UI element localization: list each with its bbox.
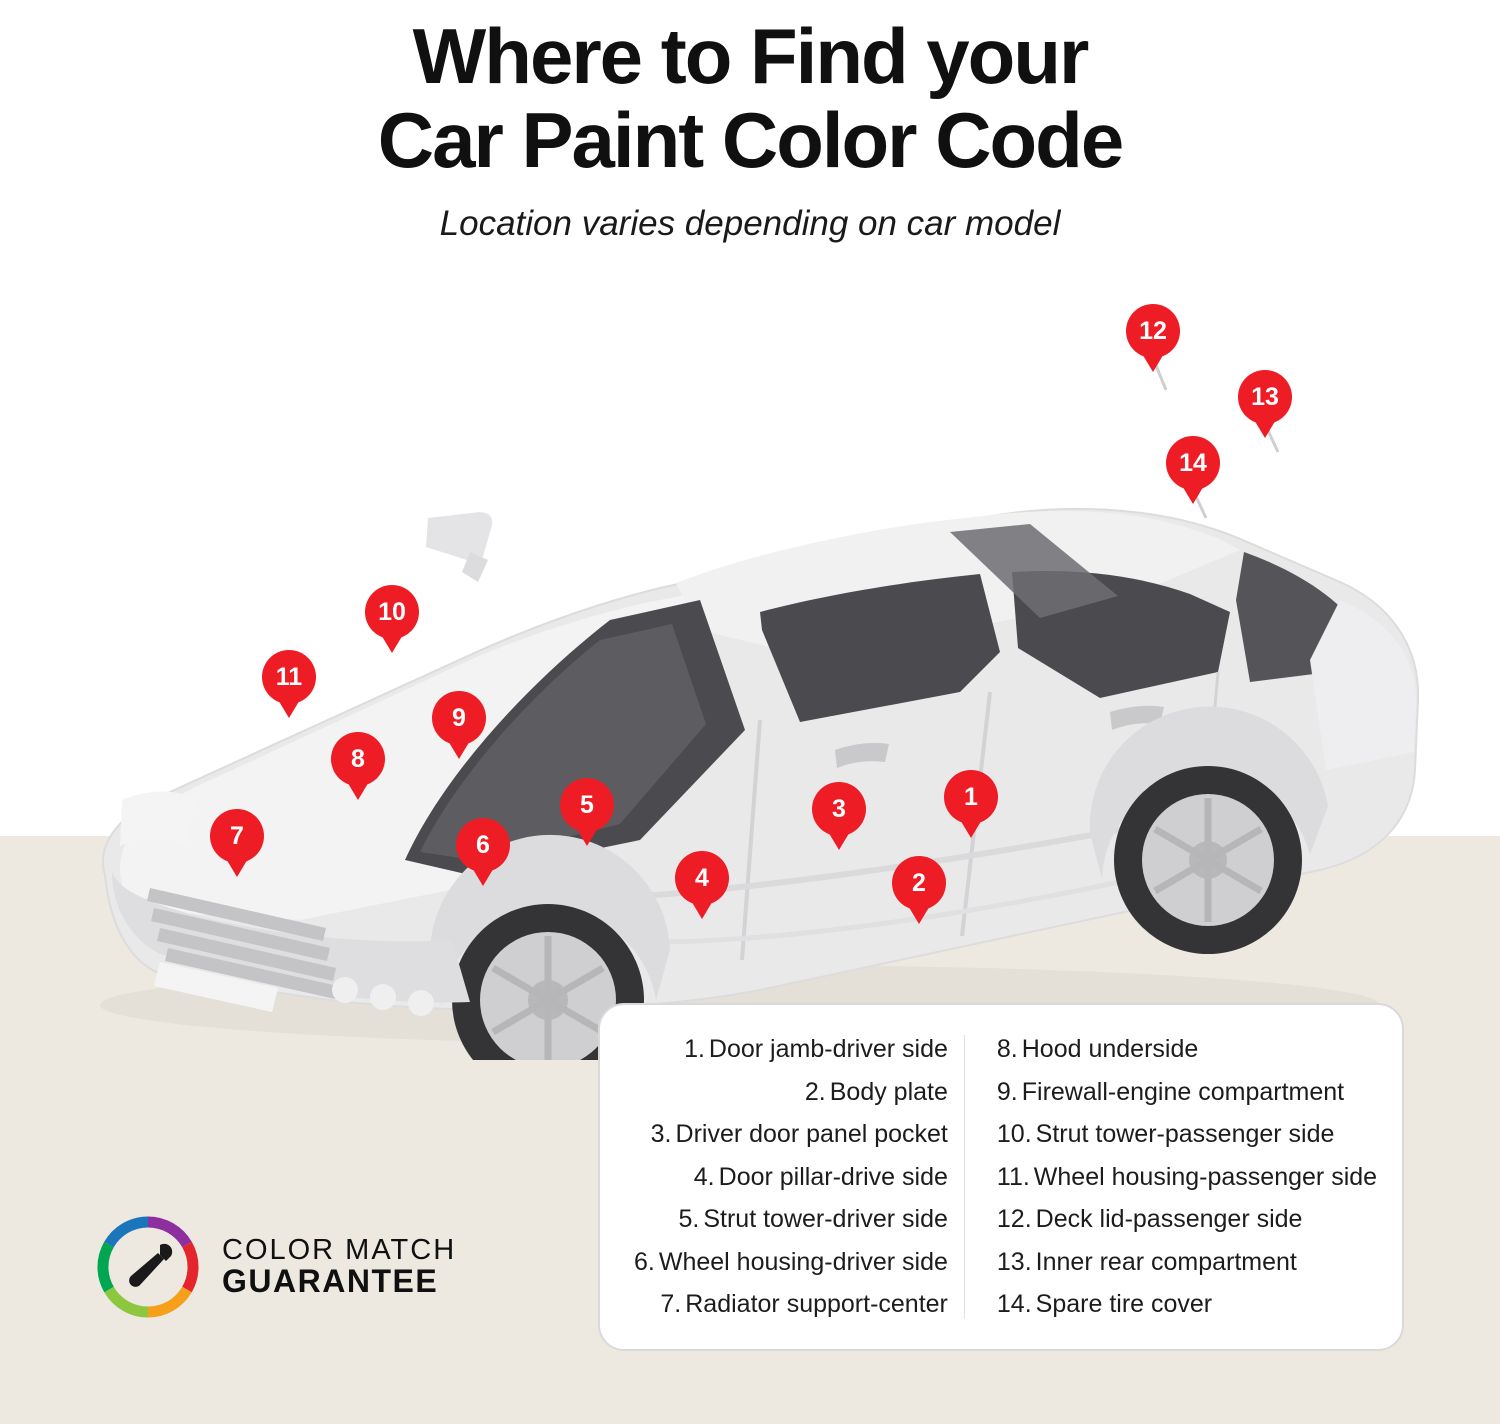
legend-item-10-label: Strut tower-passenger side [1035,1120,1335,1148]
legend-item-8-label: Hood underside [1021,1035,1199,1063]
legend-item-6-number: 6. [634,1247,655,1276]
page-title-line-2: Car Paint Color Code [377,96,1123,185]
legend-item-7-label: Radiator support-center [685,1290,948,1318]
legend-item-1-label: Door jamb-driver side [708,1035,948,1063]
legend-item-3-number: 3. [650,1120,672,1148]
legend-item-8 [997,1035,1198,1064]
legend-item-4 [694,1163,948,1192]
pin-11[interactable]: 11 [262,650,316,704]
legend-item-1 [684,1035,948,1064]
legend-item-11 [997,1163,1377,1192]
legend-item-13 [997,1248,1297,1277]
legend-item-3 [651,1120,948,1149]
legend-item-10 [997,1120,1335,1149]
legend-item-6-label: Wheel housing-driver side [658,1247,948,1276]
legend-item-5-number: 5. [678,1205,700,1233]
pin-10[interactable]: 10 [365,585,419,639]
page-subtitle: Location varies depending on car model [439,204,1061,244]
legend-column-left [634,1035,965,1319]
legend-item-12 [997,1205,1303,1234]
legend-item-4-number: 4. [693,1162,715,1191]
legend-item-9-label: Firewall-engine compartment [1021,1077,1345,1106]
legend-item-7 [660,1290,948,1319]
pin-9[interactable]: 9 [432,691,486,745]
legend-panel [598,1003,1404,1351]
pin-3[interactable]: 3 [812,782,866,836]
legend-item-11-label: Wheel housing-passenger side [1033,1162,1378,1191]
legend-item-8-number: 8. [996,1035,1018,1063]
brand-logo-text [222,1235,456,1299]
legend-item-1-number: 1. [684,1035,705,1063]
legend-item-10-number: 10. [996,1120,1032,1148]
brand-logo [96,1212,516,1322]
legend-item-11-number: 11. [996,1162,1030,1191]
pin-1[interactable]: 1 [944,770,998,824]
legend-item-3-label: Driver door panel pocket [675,1120,948,1148]
pin-5[interactable]: 5 [560,778,614,832]
pin-14[interactable]: 14 [1166,436,1220,490]
legend-item-2-number: 2. [804,1077,826,1106]
legend-item-9-number: 9. [996,1077,1018,1106]
page-title-line-1: Where to Find your [412,12,1088,100]
pin-7[interactable]: 7 [210,809,264,863]
pin-4[interactable]: 4 [675,851,729,905]
legend-item-9 [997,1078,1344,1107]
page-header [0,0,1500,244]
pin-8[interactable]: 8 [331,732,385,786]
brand-logo-line-2: GUARANTEE [222,1263,439,1300]
legend-item-14-label: Spare tire cover [1035,1290,1213,1318]
legend-item-2-label: Body plate [829,1077,948,1106]
page-title [0,12,1500,185]
pin-6[interactable]: 6 [456,818,510,872]
legend-item-2 [805,1078,948,1107]
brand-logo-line-1: COLOR MATCH [222,1233,457,1266]
pin-13[interactable]: 13 [1238,370,1292,424]
eyedropper-icon [96,1215,200,1319]
legend-item-13-label: Inner rear compartment [1035,1247,1297,1276]
legend-item-14-number: 14. [996,1290,1032,1318]
legend-item-7-number: 7. [660,1290,682,1318]
legend-item-13-number: 13. [996,1247,1032,1276]
legend-item-5-label: Strut tower-driver side [703,1205,948,1233]
legend-item-5 [679,1205,948,1234]
legend-item-6 [634,1248,948,1277]
legend-column-right [987,1035,1377,1319]
legend-item-14 [997,1290,1212,1319]
pin-12[interactable]: 12 [1126,304,1180,358]
legend-item-4-label: Door pillar-drive side [718,1162,948,1191]
legend-item-12-label: Deck lid-passenger side [1035,1205,1303,1233]
pin-2[interactable]: 2 [892,856,946,910]
legend-item-12-number: 12. [996,1205,1032,1233]
